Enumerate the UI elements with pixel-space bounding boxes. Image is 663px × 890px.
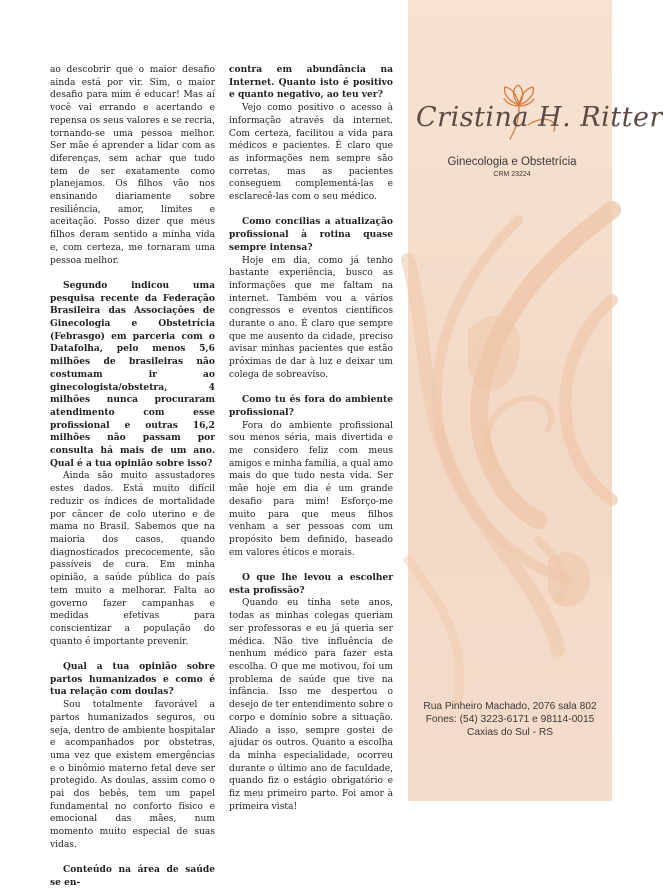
contact-phones: Fones: (54) 3223-6171 e 98114-0015: [425, 713, 595, 725]
interview-question: Conteúdo na área de saúde se en-: [50, 864, 215, 888]
article-column-1: [50, 64, 215, 890]
interview-answer: ao descobrir que o maior desafio ainda está por vir. Sim, o maior desafio para mim é educar! Mas aí você vai errando e acertando e repensa os seus valores e se recria, tornando-se uma pessoa melhor. Ser mãe é aprender a lidar com as diferenças, sem achar que tudo tem de ser exatamente como planejamos. Os filhos vão nos ensinando diariamente sobre resiliência, amor, limites e aceitação. Posso dizer que meus filhos deram sentido a minha vida e, com certeza, me tornaram uma pessoa melhor.: [50, 65, 215, 266]
contact-address: Rua Pinheiro Machado, 2076 sala 802: [423, 701, 597, 712]
specialty-label: Ginecologia e Obstetrícia: [447, 156, 577, 168]
interview-question: contra em abundância na Internet. Quanto isto é positivo e quanto negativo, ao teu ver?: [229, 64, 393, 101]
interview-question: Qual a tua opinião sobre partos humanizados e como é tua relação com doulas?: [50, 661, 215, 698]
brand-sidebar: [408, 0, 663, 801]
article-column-2: [229, 64, 393, 813]
contact-city: Caxias do Sul - RS: [466, 726, 554, 738]
lotus-flower-icon: [408, 85, 663, 185]
interview-answer: Quando eu tinha sete anos, todas as minhas colegas queriam ser professoras e eu já queria ser médica. Não tive influência de nenhum médico para fazer esta escolha. O que me motivou, foi um problema de saúde que tive na infância. Isso me despertou o desejo de ter entendimento sobre o corpo e domínio sobre a situação. Aliado a isso, sempre gostei de ajudar os outros. Quanto a escolha da minha especialidade, ocorreu durante o último ano de faculdade, quando fiz o estágio obrigatório e fiz meu primeiro parto. Foi amor à primeira vista!: [229, 598, 393, 812]
interview-answer: Sou totalmente favorável a partos humanizados seguros, ou seja, dentro de ambiente hospitalar e acompanhados por obstetras, uma vez que existem emergências e o binômio materno fetal deve ser protegido. As doulas, assim como o pai dos bebês, tem um papel fundamental no conforto físico e emocional das mães, num momento muito especial de suas vidas.: [50, 700, 215, 850]
interview-question: O que lhe levou a escolher esta profissão?: [229, 572, 393, 596]
interview-answer: Hoje em dia, como já tenho bastante experiência, busco as informações que me faltam na internet. Também vou a vários congressos e eventos científicos durante o ano. É claro que sempre que me ausento da cidade, preciso avisar minhas pacientes que estão próximas de dar à luz e deixar um colega de sobreaviso.: [229, 255, 393, 380]
crm-number: CRM 23224: [493, 171, 531, 178]
interview-question: Como concilias a atualização profissional à rotina quase sempre intensa?: [229, 216, 393, 253]
interview-question: Como tu és fora do ambiente profissional?: [229, 394, 393, 418]
interview-answer: Vejo como positivo o acesso à informação através da internet. Com certeza, facilitou a vida para médicos e pacientes. É claro que as informações nem sempre são corretas, mas as pacientes conseguem complementá-las e esclarecê-las com o seu médico.: [229, 103, 393, 203]
interview-answer: Fora do ambiente profissional sou menos séria, mais divertida e me considero feliz com meus amigos e minha família, a qual amo mais do que tudo nesta vida. Ser mãe hoje em dia é um grande desafio para mim! Esforço-me muito para que meus filhos venham a ser pessoas com um propósito bem definido, baseado em valores éticos e morais.: [229, 420, 393, 558]
logo-wordmark: Cristina H. Ritter: [416, 102, 663, 133]
contact-block: [412, 701, 608, 739]
interview-question: Segundo indicou uma pesquisa recente da Federação Brasileira das Associações de Ginecologia e Obstetrícia (Febrasgo) em parceria com o Datafolha, pelo menos 5,6 milhões de brasileiras não costumam ir ao ginecologista/obstetra, 4 milhões nunca procuraram atendimento com esse profissional e outras 16,2 milhões não passam por consulta há mais de um ano. Qual é a tua opinião sobre isso?: [50, 279, 215, 469]
interview-answer: Ainda são muito assustadores estes dados. Está muito difícil reduzir os índices de mortalidade por câncer de colo uterino e de mama no Brasil. Sabemos que na maioria dos casos, quando diagnosticados precocemente, são passíveis de cura. Em minha opinião, a saúde pública do país tem muito a melhorar. Falta ao governo fazer campanhas e medidas efetivas para conscientizar a população do quanto é importante prevenir.: [50, 471, 215, 647]
